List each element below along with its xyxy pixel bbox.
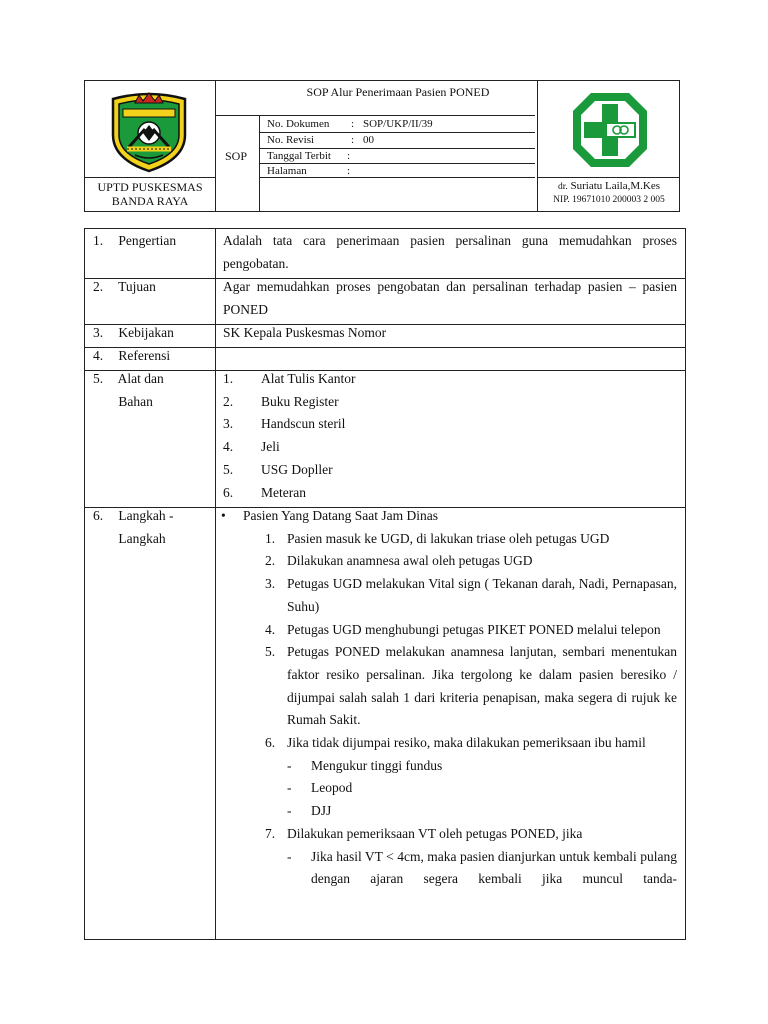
signer-name-line [537,181,681,193]
section-number: 5. [93,371,104,386]
section-text-pengertian: Adalah tata cara penerimaan pasien persalinan guna memudahkan proses pengobatan. [223,233,677,271]
regional-crest-logo [105,89,193,173]
org-location: BANDA RAYA [111,194,189,208]
signer-name: Suriatu Laila,M.Kes [570,180,661,192]
doc-field-label: No. Revisi [267,134,315,146]
langkah-steps [215,505,677,891]
section-label-alat [93,368,164,413]
section-label: Bahan [118,393,153,409]
bullet-heading: • Pasien Yang Datang Saat Jam Dinas [215,505,677,528]
section-label-referensi [93,345,170,368]
section-label: Kebijakan [118,325,174,340]
section-label: Referensi [118,348,171,363]
step-item: 4. Petugas UGD menghubungi petugas PIKET PONED melalui telepon [265,621,661,637]
section-text-tujuan: Agar memudahkan proses pengobatan dan persalinan terhadap pasien – pasien PONED [223,279,677,317]
list-item: 2. Buku Register [223,393,339,409]
doc-field-sep: : [351,118,355,130]
header-divider [259,148,535,149]
puskesmas-cross-logo [569,89,651,171]
doc-field-value: SOP/UKP/II/39 [363,118,433,130]
section-number: 1. [93,233,104,248]
sop-content-table [84,228,686,940]
section-label-pengertian [93,230,176,253]
header-divider [537,177,679,178]
list-item: 6. Meteran [223,484,306,500]
org-name: UPTD PUSKESMAS [97,180,203,194]
doc-field-sep: : [347,150,351,162]
section-number: 6. [93,508,104,523]
section-label: Tujuan [118,279,156,294]
header-divider [259,177,535,178]
header-divider [215,115,535,116]
header-divider [85,177,215,178]
header-divider [259,163,535,164]
section-label-kebijakan [93,322,174,345]
step-item: 2. Dilakukan anamnesa awal oleh petugas UGD [265,553,533,569]
section-number: 3. [93,325,104,340]
sop-title: SOP Alur Penerimaan Pasien PONED [306,85,490,99]
bullet-icon: • [221,508,226,523]
step-item: 5. Petugas PONED melakukan anamnesa lanjutan, sembari menentukan faktor resiko persalinan. Jika tergolong ke dalam pasien beresiko / dijumpai salah salah 1 dari kriteria penapisan, maka segera di rujuk ke Rumah Sakit. [265,644,677,728]
header-divider [259,132,535,133]
list-item: 1. Alat Tulis Kantor [223,371,356,386]
list-item: 5. USG Dopller [223,461,333,477]
list-item: 4. Jeli [223,439,280,455]
doc-field-sep: : [347,165,351,177]
list-item: 3. Handscun steril [223,416,346,432]
section-label: Pengertian [118,233,177,248]
sop-label: SOP [225,149,248,163]
doc-field-value: 00 [363,134,374,146]
doc-field-label: Tanggal Terbit [267,150,331,162]
document-header [84,80,680,212]
signer-nip: NIP. 19671010 200003 2 005 [553,195,665,205]
section-label: Langkah - [118,508,174,523]
alat-list [223,368,677,504]
section-label-tujuan [93,276,156,299]
section-number: 2. [93,279,104,294]
section-label: Alat dan [117,371,164,386]
sub-item: - Leopod [287,780,353,796]
signer-prefix: dr. [557,182,568,192]
section-label: Langkah [118,530,166,546]
sub-item: - DJJ [287,803,332,819]
step-item: 3. Petugas UGD melakukan Vital sign ( Tekanan darah, Nadi, Pernapasan, Suhu) [265,576,677,614]
step-item: 6. Jika tidak dijumpai resiko, maka dilakukan pemeriksaan ibu hamil [265,735,646,751]
step-item: 7. Dilakukan pemeriksaan VT oleh petugas PONED, jika [265,825,583,841]
sub-item: - Jika hasil VT < 4cm, maka pasien dianjurkan untuk kembali pulang dengan ajaran segera kembali jika muncul tanda- [287,848,677,887]
row-divider [85,347,685,348]
section-text-kebijakan: SK Kepala Puskesmas Nomor [223,325,387,340]
doc-field-sep: : [351,134,355,146]
section-label-langkah [93,505,173,550]
step-item: 1. Pasien masuk ke UGD, di lakukan triase oleh petugas UGD [265,530,610,546]
header-divider [215,81,216,211]
doc-field-label: No. Dokumen [267,118,330,130]
doc-field-label: Halaman [267,165,307,177]
section-number: 4. [93,348,104,363]
sub-item: - Mengukur tinggi fundus [287,757,443,773]
